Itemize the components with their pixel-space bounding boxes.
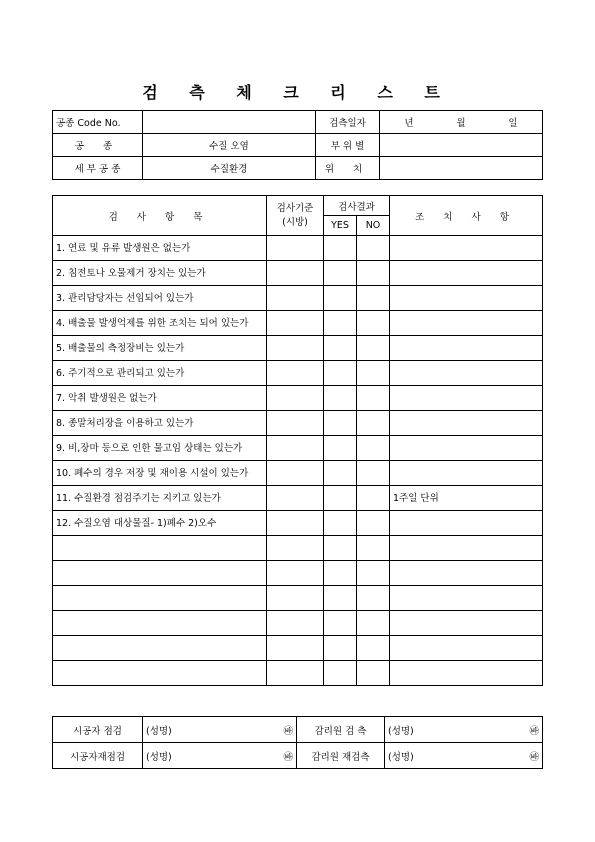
yes-cell[interactable] xyxy=(324,461,357,486)
yes-cell[interactable] xyxy=(324,286,357,311)
table-row xyxy=(53,261,543,286)
action-cell[interactable] xyxy=(390,511,543,536)
signature-table xyxy=(52,716,543,769)
item-text xyxy=(53,561,267,586)
item-text: 10. 폐수의 경우 저장 및 재이용 시설이 있는가 xyxy=(53,461,267,486)
no-cell[interactable] xyxy=(357,461,390,486)
criteria-cell[interactable] xyxy=(267,336,324,361)
table-row xyxy=(53,361,543,386)
table-row xyxy=(53,336,543,361)
inspection-date-field[interactable] xyxy=(380,111,543,134)
item-text: 2. 침전토나 오물제거 장치는 있는가 xyxy=(53,261,267,286)
yes-cell[interactable] xyxy=(324,636,357,661)
name-label: (성명) xyxy=(146,725,172,737)
yes-cell[interactable] xyxy=(324,336,357,361)
criteria-cell[interactable] xyxy=(267,511,324,536)
no-cell[interactable] xyxy=(357,361,390,386)
yes-cell[interactable] xyxy=(324,611,357,636)
table-row xyxy=(53,436,543,461)
detail-type-value[interactable]: 수질환경 xyxy=(143,157,316,180)
action-cell[interactable]: 1주일 단위 xyxy=(390,486,543,511)
item-text: 4. 배출물 발생억제를 위한 조치는 되어 있는가 xyxy=(53,311,267,336)
criteria-cell[interactable] xyxy=(267,461,324,486)
action-cell[interactable] xyxy=(390,286,543,311)
seal-mark: ㉳ xyxy=(529,751,539,763)
code-label: 공종 Code No. xyxy=(53,111,143,134)
table-row xyxy=(53,611,543,636)
item-text xyxy=(53,661,267,686)
contractor-check-label: 시공자 점검 xyxy=(53,717,143,743)
no-cell[interactable] xyxy=(357,386,390,411)
item-text: 6. 주기적으로 관리되고 있는가 xyxy=(53,361,267,386)
table-row xyxy=(53,411,543,436)
detail-type-label: 세 부 공 종 xyxy=(53,157,143,180)
item-text: 12. 수질오염 대상물질- 1)폐수 2)오수 xyxy=(53,511,267,536)
name-label: (성명) xyxy=(146,751,172,763)
action-cell[interactable] xyxy=(390,336,543,361)
action-cell[interactable] xyxy=(390,436,543,461)
no-cell[interactable] xyxy=(357,536,390,561)
no-cell[interactable] xyxy=(357,336,390,361)
action-cell[interactable] xyxy=(390,661,543,686)
table-row xyxy=(53,311,543,336)
action-cell[interactable] xyxy=(390,261,543,286)
header-no: NO xyxy=(357,216,390,236)
yes-cell[interactable] xyxy=(324,536,357,561)
yes-cell[interactable] xyxy=(324,411,357,436)
no-cell[interactable] xyxy=(357,311,390,336)
action-cell[interactable] xyxy=(390,386,543,411)
work-type-value[interactable]: 수질 오염 xyxy=(143,134,316,157)
criteria-cell[interactable] xyxy=(267,436,324,461)
criteria-cell[interactable] xyxy=(267,611,324,636)
header-result: 검사결과 xyxy=(324,196,390,216)
criteria-cell[interactable] xyxy=(267,661,324,686)
table-row xyxy=(53,461,543,486)
no-cell[interactable] xyxy=(357,486,390,511)
item-text xyxy=(53,611,267,636)
action-cell[interactable] xyxy=(390,411,543,436)
supervisor-reinspect-label: 감리원 재검측 xyxy=(297,743,385,769)
work-type-label: 공 종 xyxy=(53,134,143,157)
no-cell[interactable] xyxy=(357,286,390,311)
item-text: 3. 관리담당자는 선임되어 있는가 xyxy=(53,286,267,311)
item-text xyxy=(53,536,267,561)
yes-cell[interactable] xyxy=(324,386,357,411)
action-cell[interactable] xyxy=(390,611,543,636)
no-cell[interactable] xyxy=(357,586,390,611)
location-label: 위 치 xyxy=(316,157,380,180)
yes-cell[interactable] xyxy=(324,361,357,386)
yes-cell[interactable] xyxy=(324,486,357,511)
day-label: 일 xyxy=(508,118,518,129)
no-cell[interactable] xyxy=(357,236,390,261)
criteria-cell[interactable] xyxy=(267,311,324,336)
criteria-cell[interactable] xyxy=(267,236,324,261)
header-action: 조 치 사 항 xyxy=(390,196,543,236)
seal-mark: ㉳ xyxy=(283,725,293,737)
checklist-table xyxy=(52,195,543,686)
no-cell[interactable] xyxy=(357,511,390,536)
action-cell[interactable] xyxy=(390,361,543,386)
action-cell[interactable] xyxy=(390,236,543,261)
no-cell[interactable] xyxy=(357,411,390,436)
table-row xyxy=(53,386,543,411)
name-label: (성명) xyxy=(388,751,414,763)
criteria-cell[interactable] xyxy=(267,561,324,586)
yes-cell[interactable] xyxy=(324,511,357,536)
yes-cell[interactable] xyxy=(324,311,357,336)
table-row xyxy=(53,286,543,311)
supervisor-inspect-signature[interactable] xyxy=(385,717,543,743)
contractor-check-signature[interactable] xyxy=(143,717,297,743)
criteria-cell[interactable] xyxy=(267,386,324,411)
seal-mark: ㉳ xyxy=(283,751,293,763)
contractor-recheck-signature[interactable] xyxy=(143,743,297,769)
criteria-cell[interactable] xyxy=(267,261,324,286)
table-row xyxy=(53,661,543,686)
page-title: 검 측 체 크 리 스 트 xyxy=(142,83,453,102)
name-label: (성명) xyxy=(388,725,414,737)
criteria-cell[interactable] xyxy=(267,486,324,511)
action-cell[interactable] xyxy=(390,586,543,611)
info-row-work-type xyxy=(53,134,543,157)
no-cell[interactable] xyxy=(357,261,390,286)
yes-cell[interactable] xyxy=(324,661,357,686)
seal-mark: ㉳ xyxy=(529,725,539,737)
signature-row xyxy=(53,743,543,769)
item-text: 1. 연료 및 유류 발생원은 없는가 xyxy=(53,236,267,261)
signature-row xyxy=(53,717,543,743)
item-text xyxy=(53,586,267,611)
item-text: 9. 비,장마 등으로 인한 물고임 상태는 있는가 xyxy=(53,436,267,461)
supervisor-inspect-label: 감리원 검 측 xyxy=(297,717,385,743)
action-cell[interactable] xyxy=(390,636,543,661)
location-value[interactable] xyxy=(380,157,543,180)
code-value[interactable] xyxy=(143,111,316,134)
info-row-code xyxy=(53,111,543,134)
header-yes: YES xyxy=(324,216,357,236)
yes-cell[interactable] xyxy=(324,586,357,611)
yes-cell[interactable] xyxy=(324,436,357,461)
part-label: 부 위 별 xyxy=(316,134,380,157)
info-row-detail xyxy=(53,157,543,180)
item-text xyxy=(53,636,267,661)
table-row xyxy=(53,561,543,586)
action-cell[interactable] xyxy=(390,561,543,586)
header-criteria xyxy=(267,196,324,236)
header-criteria-line1: 검사기준 xyxy=(276,202,314,214)
year-label: 년 xyxy=(404,118,414,129)
supervisor-reinspect-signature[interactable] xyxy=(385,743,543,769)
table-row xyxy=(53,586,543,611)
table-row xyxy=(53,486,543,511)
action-cell[interactable] xyxy=(390,536,543,561)
yes-cell[interactable] xyxy=(324,236,357,261)
table-row xyxy=(53,536,543,561)
action-cell[interactable] xyxy=(390,461,543,486)
item-text: 5. 배출물의 측정장비는 있는가 xyxy=(53,336,267,361)
no-cell[interactable] xyxy=(357,561,390,586)
item-text: 11. 수질환경 점검주기는 지키고 있는가 xyxy=(53,486,267,511)
item-text: 7. 악취 발생원은 없는가 xyxy=(53,386,267,411)
checklist-header-row xyxy=(53,196,543,216)
criteria-cell[interactable] xyxy=(267,411,324,436)
table-row xyxy=(53,636,543,661)
criteria-cell[interactable] xyxy=(267,361,324,386)
month-label: 월 xyxy=(456,118,466,129)
contractor-recheck-label: 시공자재점검 xyxy=(53,743,143,769)
item-text: 8. 종말처리장을 이용하고 있는가 xyxy=(53,411,267,436)
table-row xyxy=(53,236,543,261)
criteria-cell[interactable] xyxy=(267,586,324,611)
yes-cell[interactable] xyxy=(324,561,357,586)
table-row xyxy=(53,511,543,536)
action-cell[interactable] xyxy=(390,311,543,336)
no-cell[interactable] xyxy=(357,611,390,636)
part-value[interactable] xyxy=(380,134,543,157)
header-item: 검 사 항 목 xyxy=(53,196,267,236)
no-cell[interactable] xyxy=(357,436,390,461)
header-criteria-line2: (시방) xyxy=(282,216,308,228)
info-table xyxy=(52,110,543,180)
criteria-cell[interactable] xyxy=(267,536,324,561)
inspection-date-label: 검측일자 xyxy=(316,111,380,134)
criteria-cell[interactable] xyxy=(267,286,324,311)
yes-cell[interactable] xyxy=(324,261,357,286)
no-cell[interactable] xyxy=(357,661,390,686)
criteria-cell[interactable] xyxy=(267,636,324,661)
no-cell[interactable] xyxy=(357,636,390,661)
